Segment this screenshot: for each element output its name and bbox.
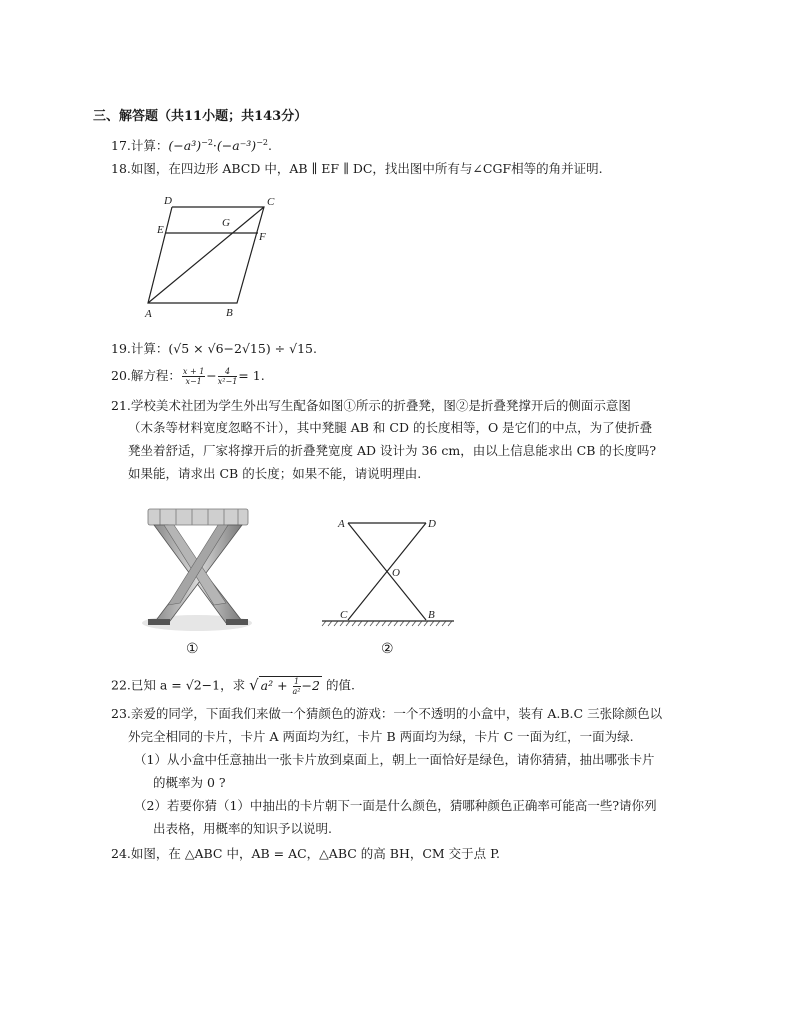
- label-C: C: [267, 196, 275, 208]
- question-text-line1: 亲爱的同学，下面我们来做一个猜颜色的游戏：一个不透明的小盒中，装有 A.B.C 三张除颜色以: [130, 706, 663, 721]
- label-A: A: [338, 518, 345, 530]
- fraction-1: $\frac{x + 1}{x-1}$: [182, 367, 205, 386]
- label-B: B: [226, 307, 233, 319]
- figure-1-caption: ①: [186, 641, 199, 657]
- question-text: 计算：(√5 × √6−2√15) ÷ √15.: [130, 341, 317, 356]
- question-21-line2: （木条等材料宽度忽略不计），其中凳腿 AB 和 CD 的长度相等，O 是它们的中点，为了使折叠: [128, 420, 653, 435]
- exp-a: −2: [201, 138, 213, 147]
- stool-schematic: [318, 510, 458, 630]
- question-number: 24.: [111, 846, 131, 861]
- label-G: G: [222, 217, 230, 229]
- question-23-line2: 外完全相同的卡片，卡片 A 两面均为红，卡片 B 两面均为绿，卡片 C 一面为红，一面为绿.: [128, 729, 634, 744]
- label-F: F: [259, 231, 266, 243]
- question-number: 20.: [111, 368, 131, 383]
- question-number: 23.: [111, 706, 131, 721]
- label-D: D: [428, 518, 436, 530]
- figure-2-caption: ②: [381, 641, 394, 657]
- fraction-2: $\frac{4}{\text{x²−1}}$: [217, 367, 238, 386]
- exp-b: −2: [256, 138, 268, 147]
- sub-question-2-line1: （2）若要你猜（1）中抽出的卡片朝下一面是什么颜色，猜哪种颜色正确率可能高一些?请你列: [134, 798, 657, 813]
- square-root: √ a² + $\frac{1}{\text{a²}}$ −2: [249, 676, 320, 696]
- question-21: [111, 397, 631, 415]
- question-21-line3: 凳坐着舒适，厂家将撑开后的折叠凳宽度 AD 设计为 36 cm，由以上信息能求出 CB 的长度吗?: [128, 443, 657, 458]
- period: .: [267, 138, 272, 154]
- section-title: 三、解答题（共11小题；共143分）: [93, 109, 308, 124]
- expr-b: (−a⁻³): [216, 138, 257, 154]
- question-21-line4: 如果能，请求出 CB 的长度；如果不能，请说明理由.: [128, 466, 422, 481]
- sub-question-1-line2: 的概率为 0 ?: [153, 775, 226, 790]
- question-number: 17.: [111, 138, 131, 154]
- parallelogram-figure: [140, 192, 290, 322]
- question-20: [111, 367, 265, 386]
- folding-stool-photo: [140, 503, 255, 633]
- label-C: C: [340, 609, 348, 621]
- label-D: D: [164, 195, 172, 207]
- minus-sign: −: [206, 368, 217, 383]
- label-B: B: [428, 609, 435, 621]
- question-22: [111, 676, 355, 696]
- equation-rhs: = 1.: [238, 368, 265, 383]
- expr-a: (−a³): [168, 138, 202, 154]
- question-text-b: 的值.: [325, 677, 355, 693]
- question-text: 如图，在四边形 ABCD 中，AB ∥ EF ∥ DC，找出图中所有与∠CGF相等的角并证明.: [130, 161, 603, 176]
- label-O: O: [392, 567, 400, 579]
- question-number: 19.: [111, 341, 131, 356]
- question-text-line1: 学校美术社团为学生外出写生配备如图①所示的折叠凳，图②是折叠凳撑开后的侧面示意图: [130, 398, 631, 413]
- sub-question-1-line1: （1）从小盒中任意抽出一张卡片放到桌面上，朝上一面恰好是绿色，请你猜猜，抽出哪张卡片: [134, 752, 655, 767]
- question-17: [111, 134, 272, 155]
- question-19: [111, 340, 317, 358]
- sub-question-2-line2: 出表格，用概率的知识予以说明.: [153, 821, 332, 836]
- label-E: E: [157, 224, 164, 236]
- dot-operator: ·: [212, 138, 217, 154]
- question-text: 计算：: [130, 138, 169, 154]
- question-number: 21.: [111, 398, 131, 413]
- question-number: 18.: [111, 161, 131, 176]
- question-24: [111, 845, 500, 863]
- question-text-a: 已知 a = √2−1，求: [130, 677, 246, 693]
- question-text: 如图，在 △ABC 中，AB = AC，△ABC 的高 BH，CM 交于点 P.: [130, 846, 501, 861]
- question-23: [111, 705, 662, 723]
- label-A: A: [145, 308, 152, 320]
- question-18: [111, 160, 603, 178]
- question-number: 22.: [111, 677, 131, 693]
- question-text: 解方程：: [130, 368, 181, 383]
